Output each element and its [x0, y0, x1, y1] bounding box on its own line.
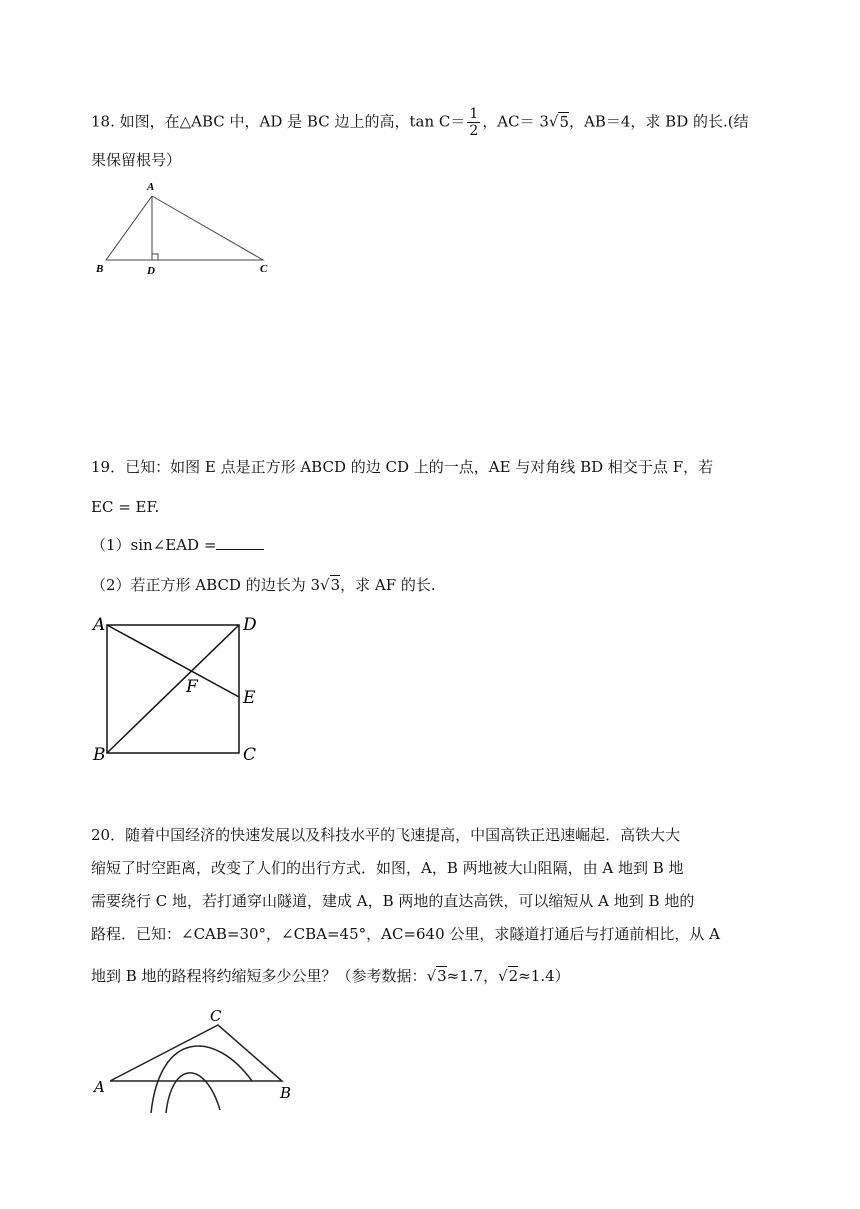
q20-sqrt3-sign: √ — [426, 967, 437, 985]
q19-label-c: C — [243, 745, 257, 765]
q18-text-b: ，AC＝ 3 — [482, 112, 549, 131]
q20-label-a: A — [94, 1078, 105, 1096]
q18-label-a: A — [147, 181, 155, 193]
q18-text-a: 18. 如图，在△ABC 中，AD 是 BC 边上的高，tan C＝ — [91, 112, 466, 131]
q19-label-d: D — [243, 615, 257, 635]
q20-sqrt2-arg: 2 — [508, 967, 519, 985]
q19-sqrt-arg: 3 — [330, 576, 341, 594]
q19-part1-text: （1）sin∠EAD = — [91, 536, 217, 554]
q18-sqrt-arg: 5 — [559, 112, 570, 131]
q20-approx2: ≈1.4） — [518, 967, 570, 985]
q19-line1: 19．已知：如图 E 点是正方形 ABCD 的边 CD 上的一点，AE 与对角线 BD 相交于点 F，若 — [91, 458, 714, 476]
q20-line4: 路程．已知：∠CAB=30°，∠CBA=45°，AC=640 公里，求隧道打通后与打通前相比，从 A — [91, 925, 720, 943]
q20-line5-text: 地到 B 地的路程将约缩短多少公里？（参考数据： — [91, 967, 427, 985]
q18-frac-num: 1 — [469, 106, 479, 122]
q19-sqrt-sign: √ — [320, 576, 330, 594]
q20-line3: 需要绕行 C 地，若打通穿山隧道，建成 A，B 两地的直达高铁，可以缩短从 A 地到 B 地的 — [91, 892, 695, 910]
q20-approx1: ≈1.7， — [446, 967, 499, 985]
q20-sqrt3-arg: 3 — [437, 967, 447, 985]
q20-line2: 缩短了时空距离，改变了人们的出行方式．如图，A，B 两地被大山阻隔，由 A 地到 B 地 — [91, 859, 684, 877]
q19-line2: EC = EF. — [91, 498, 160, 516]
q18-sqrt-sign: √ — [548, 112, 559, 131]
q20-line1: 20．随着中国经济的快速发展以及科技水平的飞速提高，中国高铁正迅速崛起．高铁大大 — [91, 826, 681, 844]
q20-label-c: C — [210, 1007, 222, 1025]
q19-label-a: A — [93, 615, 106, 635]
q19-part2-text-b: ，求 AF 的长. — [340, 576, 436, 594]
q20-sqrt2-sign: √ — [498, 967, 508, 985]
q20-label-b: B — [280, 1084, 292, 1102]
q18-frac-den: 2 — [469, 123, 479, 139]
q18-text-c: ，AB＝4，求 BD 的长.(结 — [569, 112, 749, 131]
q19-part2-text-a: （2）若正方形 ABCD 的边长为 3 — [91, 576, 321, 594]
q18-line2: 果保留根号） — [91, 151, 182, 169]
q18-label-c: C — [260, 263, 268, 275]
q18-label-d: D — [147, 265, 155, 277]
q19-label-f: F — [186, 677, 198, 697]
q18-label-b: B — [96, 263, 104, 275]
q19-label-e: E — [243, 688, 256, 708]
q19-label-b: B — [93, 745, 106, 765]
